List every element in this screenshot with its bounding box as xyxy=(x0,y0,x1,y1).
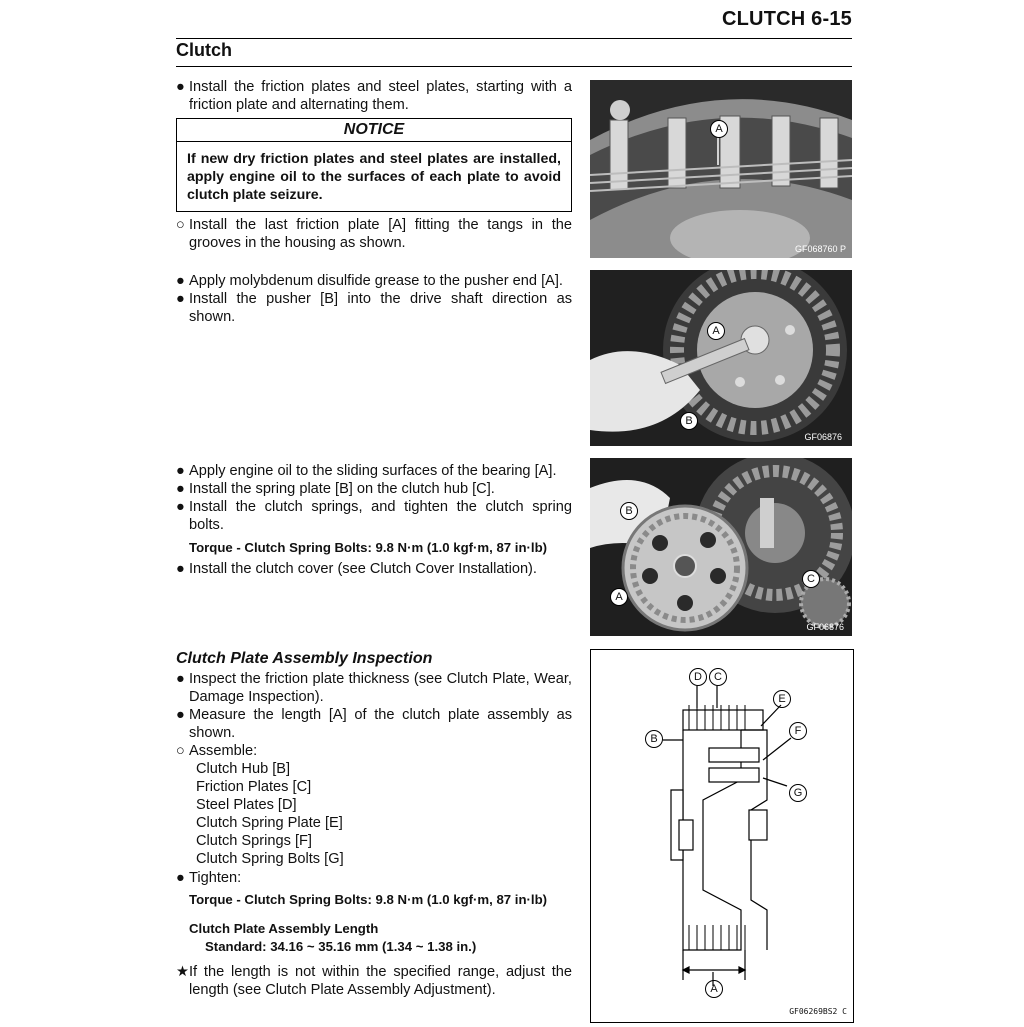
photo-spring-plate xyxy=(590,458,852,636)
callout-a: A xyxy=(707,322,725,340)
bullet-marker: ● xyxy=(176,671,185,687)
callout-b: B xyxy=(680,412,698,430)
torque-spec-2: Torque - Clutch Spring Bolts: 9.8 N·m (1.0 kgf·m, 87 in·lb) xyxy=(189,892,548,907)
figure-code: GF068760 P xyxy=(794,244,846,254)
bullet-marker: ● xyxy=(176,79,185,95)
section-rule xyxy=(176,66,852,67)
figure-code: GF06876 xyxy=(804,432,842,442)
callout-g: G xyxy=(789,784,807,802)
part-friction-plates: Friction Plates [C] xyxy=(196,779,312,795)
bullet-measure-length: ● Measure the length [A] of the clutch plate assembly as shown. xyxy=(176,707,572,741)
bullet-inspect-thickness: ● Inspect the friction plate thickness (see Clutch Plate, Wear, Damage Inspection). xyxy=(176,671,572,705)
bullet-install-pusher: ● Install the pusher [B] into the drive shaft direction as shown. xyxy=(176,291,572,325)
callout-a: A xyxy=(610,588,628,606)
callout-a: A xyxy=(710,120,728,138)
substep-last-friction-plate: ○ Install the last friction plate [A] fitting the tangs in the grooves in the housing as shown. xyxy=(176,217,572,251)
header-rule xyxy=(176,38,852,39)
callout-c: C xyxy=(709,668,727,686)
bullet-oil-bearing: ● Apply engine oil to the sliding surfaces of the bearing [A]. xyxy=(176,463,557,479)
callout-b: B xyxy=(645,730,663,748)
bullet-marker: ● xyxy=(176,273,185,289)
photo-clutch-plates xyxy=(590,80,852,258)
page-header-title: CLUTCH 6-15 xyxy=(722,8,852,30)
bullet-marker: ● xyxy=(176,481,185,497)
bullet-marker: ● xyxy=(176,870,185,886)
figure-code: GF06876 xyxy=(806,622,844,632)
photo-pusher-install xyxy=(590,270,852,446)
notice-title: NOTICE xyxy=(177,119,571,142)
inspection-title: Clutch Plate Assembly Inspection xyxy=(176,650,433,667)
bullet-marker: ● xyxy=(176,291,185,307)
callout-d: D xyxy=(689,668,707,686)
part-spring-bolts: Clutch Spring Bolts [G] xyxy=(196,851,344,867)
bullet-install-plates: ● Install the friction plates and steel plates, starting with a friction plate and alternating them. xyxy=(176,79,572,113)
star-marker: ★ xyxy=(176,964,190,980)
bullet-install-spring-plate: ● Install the spring plate [B] on the clutch hub [C]. xyxy=(176,481,495,497)
part-springs: Clutch Springs [F] xyxy=(196,833,312,849)
bullet-marker: ● xyxy=(176,561,185,577)
callout-f: F xyxy=(789,722,807,740)
callout-a: A xyxy=(705,980,723,998)
diagram-clutch-assembly xyxy=(590,649,854,1023)
notice-box xyxy=(176,118,572,212)
part-clutch-hub: Clutch Hub [B] xyxy=(196,761,291,777)
bullet-install-springs: ● Install the clutch springs, and tighten the clutch spring bolts. xyxy=(176,499,572,533)
callout-c: C xyxy=(802,570,820,588)
circle-marker: ○ xyxy=(176,217,185,233)
figure-code: GF06269BS2 C xyxy=(789,1007,847,1016)
circle-marker: ○ xyxy=(176,743,185,759)
length-spec-title: Clutch Plate Assembly Length xyxy=(189,921,379,936)
star-adjust-note: ★ If the length is not within the specified range, adjust the length (see Clutch Plate Assembly Adjustment). xyxy=(176,964,572,998)
bullet-marker: ● xyxy=(176,707,185,723)
bullet-tighten: ● Tighten: xyxy=(176,870,242,886)
bullet-marker: ● xyxy=(176,463,185,479)
bullet-marker: ● xyxy=(176,499,185,515)
bullet-apply-grease: ● Apply molybdenum disulfide grease to the pusher end [A]. xyxy=(176,273,563,289)
substep-assemble: ○ Assemble: xyxy=(176,743,258,759)
callout-b: B xyxy=(620,502,638,520)
callout-e: E xyxy=(773,690,791,708)
part-spring-plate: Clutch Spring Plate [E] xyxy=(196,815,343,831)
bullet-install-cover: ● Install the clutch cover (see Clutch Cover Installation). xyxy=(176,561,537,577)
section-title: Clutch xyxy=(176,40,232,60)
notice-body: If new dry friction plates and steel plates are installed, apply engine oil to the surfaces of each plate to avoid clutch plate seizure. xyxy=(187,151,561,203)
length-spec-standard: Standard: 34.16 ~ 35.16 mm (1.34 ~ 1.38 in.) xyxy=(205,939,477,954)
part-steel-plates: Steel Plates [D] xyxy=(196,797,297,813)
torque-spec-1: Torque - Clutch Spring Bolts: 9.8 N·m (1.0 kgf·m, 87 in·lb) xyxy=(189,540,548,555)
